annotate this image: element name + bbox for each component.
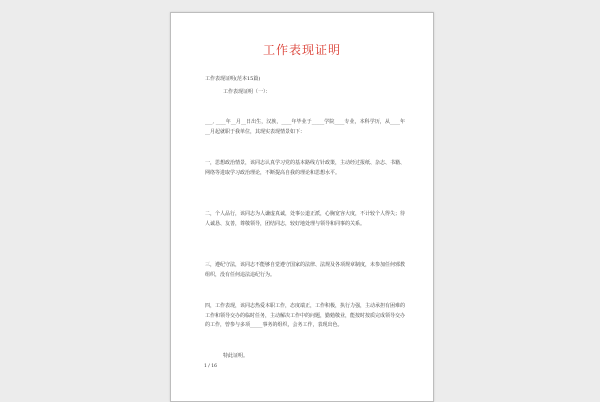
document-page	[170, 12, 434, 402]
paragraph-character: 二，个人品行，该同志为人谦虚真诚，处事公道正派，心胸宽容大度，不计较个人得失；待人诚恳、友善，尊敬领导，团结同志，较好地处理与领导和同事的关系。	[205, 211, 406, 227]
document-subtitle: 工作表现证明(范本15篇)	[205, 76, 261, 82]
intro-paragraph: ___, ____年__月__日出生，汉族，____年毕业于_____学院____专业，本科学历，从____年__月起就职于我单位，其现实表现情景如下：	[205, 119, 405, 135]
closing-text: 特此证明。	[223, 353, 249, 359]
document-title: 工作表现证明	[262, 43, 341, 57]
page-number: 1 / 16	[204, 364, 217, 369]
paragraph-discipline: 三，遵纪守法，该同志不能够自觉遵守国家的法律、法规及各项规章制度，未参加任何邪教组织，没有任何违法违纪行为。	[205, 262, 406, 278]
paragraph-performance: 四，工作表现，该同志热爱本职工作，态度端正，工作积极，执行力强，主动承担有困难的工作和领导交办的临时任务，主动解决工作中的问题，勤勉敬业，能按时按质完成领导交办的工作，曾参与多项_____事务的组织，会务工作，表现出色。	[205, 303, 406, 329]
paragraph-politics: 一，思想政治情景，该同志认真学习党的基本路线方针政策，主动经过报纸、杂志、书籍、网络等进取学习政治理论，不断提高自我的理论和思想水平。	[205, 160, 406, 176]
part-heading: 工作表现证明（一）：	[223, 89, 271, 95]
